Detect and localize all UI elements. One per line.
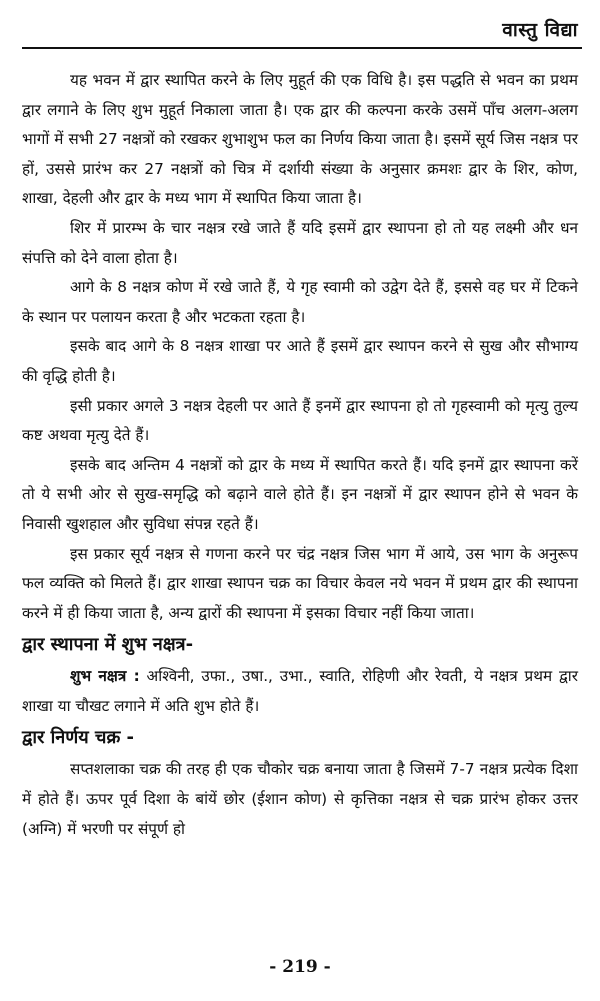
section-heading-dwar-nirnay-chakra: द्वार निर्णय चक्र - (22, 727, 135, 749)
paragraph-auspicious-nakshatras (22, 662, 578, 721)
auspicious-nakshatra-list: अश्विनी, उफा., उषा., उभा., स्वाति, रोहिणी और रेवती, ये नक्षत्र प्रथम द्वार शाखा या चौखट लगाने में अति शुभ होते हैं। (22, 667, 578, 715)
section-heading-auspicious-nakshatras: द्वार स्थापना में शुभ नक्षत्र- (22, 634, 194, 656)
paragraph-shakha: इसके बाद आगे के 8 नक्षत्र शाखा पर आते हैं इसमें द्वार स्थापन करने से सुख और सौभाग्य की वृद्धि होती है। (22, 337, 578, 385)
page-number: - 219 - (269, 957, 331, 977)
paragraph-dehli: इसी प्रकार अगले 3 नक्षत्र देहली पर आते हैं इनमें द्वार स्थापना हो तो गृहस्वामी को मृत्यु तुल्य कष्ट अथवा मृत्यु देते हैं। (22, 396, 578, 445)
paragraph-madhya: इसके बाद अन्तिम 4 नक्षत्रों को द्वार के मध्य में स्थापित करते हैं। यदि इनमें द्वार स्थापना करें तो ये सभी ओर से सुख-समृद्धि को बढ़ाने वाले होते हैं। इन नक्षत्रों में द्वार स्थापन होने से भवन के निवासी खुशहाल और सुविधा संपन्न रहते हैं। (22, 455, 578, 533)
page-body (22, 66, 578, 844)
term-shubh-nakshatra: शुभ नक्षत्र : (70, 667, 140, 686)
paragraph-shir: शिर में प्रारम्भ के चार नक्षत्र रखे जाते हैं यदि इसमें द्वार स्थापना हो तो यह लक्ष्मी और धन संपत्ति को देने वाला होता है। (22, 218, 578, 267)
paragraph-dwar-nirnay-chakra: सप्तशलाका चक्र की तरह ही एक चौकोर चक्र बनाया जाता है जिसमें 7-7 नक्षत्र प्रत्येक दिशा में होते हैं। ऊपर पूर्व दिशा के बांयें छोर (ईशान कोण) से कृत्तिका नक्षत्र से चक्र प्रारंभ होकर उत्तर (अग्नि) में भरणी पर संपूर्ण हो (22, 760, 578, 838)
paragraph-conclusion: इस प्रकार सूर्य नक्षत्र से गणना करने पर चंद्र नक्षत्र जिस भाग में आये, उस भाग के अनुरूप फल व्यक्ति को मिलते हैं। द्वार शाखा स्थापन चक्र का विचार केवल नये भवन में प्रथम द्वार की स्थापना करने में ही किया जाता है, अन्य द्वारों की स्थापना में इसका विचार नहीं किया जाता। (22, 544, 578, 622)
paragraph-door-muhurat-method: यह भवन में द्वार स्थापित करने के लिए मुहूर्त की एक विधि है। इस पद्धति से भवन का प्रथम द्वार लगाने के लिए शुभ मुहूर्त निकाला जाता है। एक द्वार की कल्पना करके उसमें पाँच अलग-अलग भागों में सभी 27 नक्षत्रों को रखकर शुभाशुभ फल का निर्णय किया जाता है। इसमें सूर्य जिस नक्षत्र पर हों, उससे प्रारंभ कर 27 नक्षत्रों को चित्र में दर्शायी संख्या के अनुसार क्रमशः द्वार के शिर, कोण, शाखा, देहली और द्वार के मध्य भाग में स्थापित किया जाता है। (22, 71, 579, 208)
header-rule (22, 47, 582, 49)
paragraph-kon: आगे के 8 नक्षत्र कोण में रखे जाते हैं, ये गृह स्वामी को उद्वेग देते हैं, इससे वह घर में टिकने के स्थान पर पलायन करता है और भटकता रहता है। (22, 278, 578, 326)
running-header-title: वास्तु विद्या (502, 19, 578, 41)
